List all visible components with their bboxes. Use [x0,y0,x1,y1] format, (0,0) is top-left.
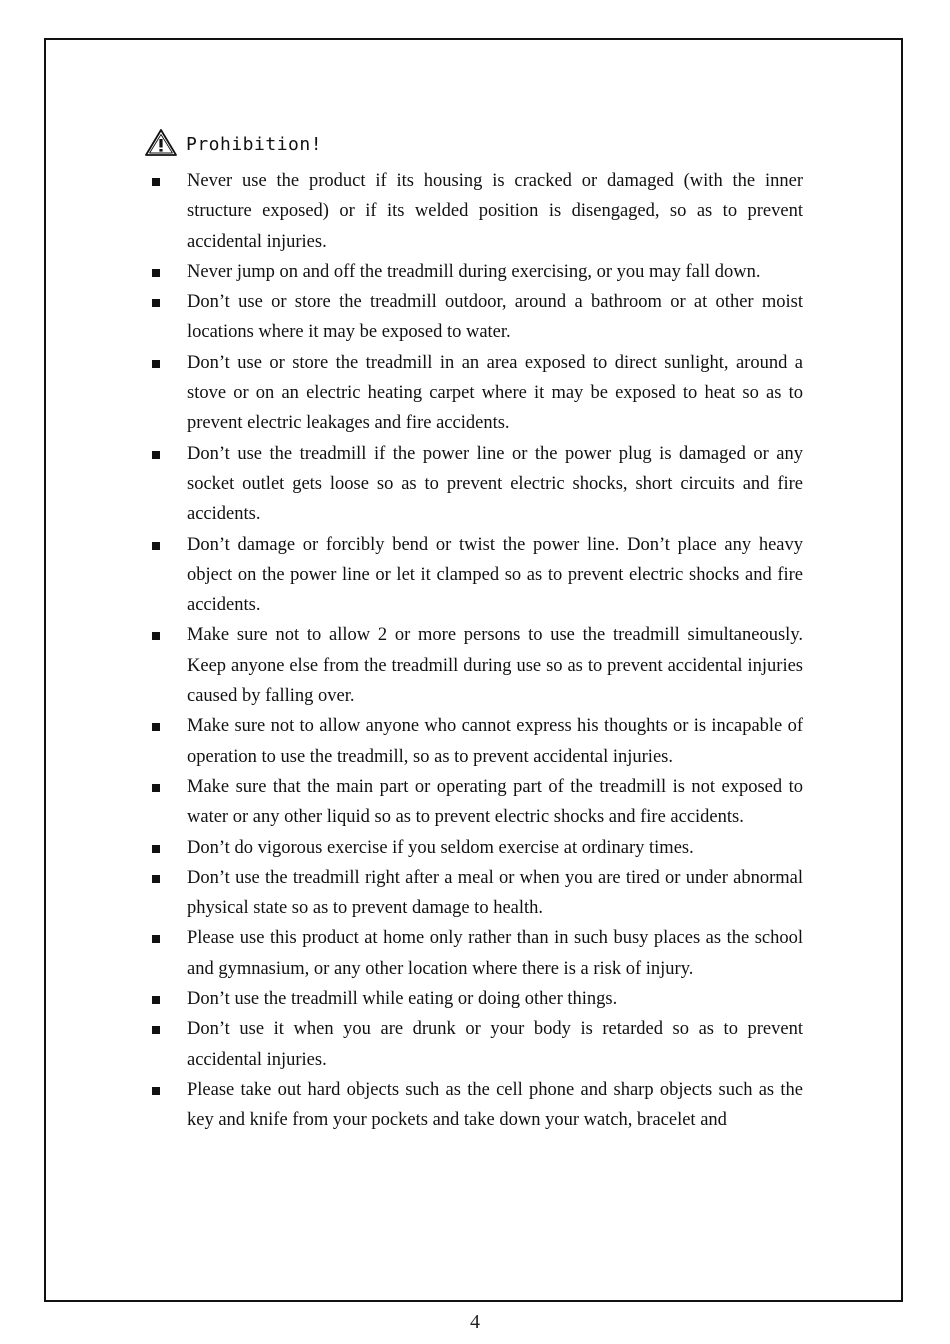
bullet-square-icon [152,360,160,368]
list-item-text: Don’t use the treadmill while eating or doing other things. [187,989,618,1010]
bullet-square-icon [152,996,160,1004]
bullet-square-icon [152,269,160,277]
list-item [0,833,803,863]
list-item [0,772,803,833]
list-item-text: Don’t use the treadmill if the power line or the power plug is damaged or any socket outlet gets loose so as to prevent electric shocks, short circuits and fire accidents. [187,443,803,525]
list-item [0,1075,803,1136]
bullet-square-icon [152,299,160,307]
list-item-text: Please use this product at home only rather than in such busy places as the school and gymnasium, or any other location where there is a risk of injury. [187,928,803,979]
list-item-text: Make sure not to allow 2 or more persons to use the treadmill simultaneously. Keep anyone else from the treadmill during use so as to prevent accidental injuries caused by falling over. [187,625,803,707]
list-item-text: Don’t damage or forcibly bend or twist the power line. Don’t place any heavy object on the power line or let it clamped so as to prevent electric shocks and fire accidents. [187,534,803,616]
list-item [0,287,803,348]
list-item-text: Make sure that the main part or operating part of the treadmill is not exposed to water or any other liquid so as to prevent electric shocks and fire accidents. [187,776,803,828]
list-item [0,348,803,439]
prohibition-list [0,166,950,1136]
list-item-text: Never jump on and off the treadmill during exercising, or you may fall down. [187,261,761,282]
list-item [0,620,803,711]
bullet-square-icon [152,451,160,459]
list-item [0,166,803,257]
list-item [0,439,803,530]
bullet-square-icon [152,784,160,792]
bullet-square-icon [152,178,160,186]
heading-text: Prohibition! [186,133,323,155]
list-item-text: Never use the product if its housing is cracked or damaged (with the inner structure exposed) or if its welded position is disengaged, so as to prevent accidental injuries. [187,171,803,252]
bullet-square-icon [152,542,160,550]
bullet-square-icon [152,1087,160,1095]
bullet-square-icon [152,632,160,640]
list-item-text: Don’t use it when you are drunk or your body is retarded so as to prevent accidental injuries. [187,1019,803,1070]
list-item-text: Don’t use the treadmill right after a meal or when you are tired or under abnormal physical state so as to prevent damage to health. [187,867,803,919]
list-item-text: Don’t use or store the treadmill in an area exposed to direct sunlight, around a stove or on an electric heating carpet where it may be exposed to heat so as to prevent electric leakages and fire accidents. [187,352,803,434]
list-item [0,257,803,287]
list-item [0,711,803,772]
bullet-square-icon [152,723,160,731]
list-item-text: Please take out hard objects such as the cell phone and sharp objects such as the key and knife from your pockets and take down your watch, bracelet and [187,1079,803,1131]
bullet-square-icon [152,845,160,853]
list-item [0,984,803,1014]
bullet-square-icon [152,935,160,943]
list-item-text: Make sure not to allow anyone who cannot express his thoughts or is incapable of operation to use the treadmill, so as to prevent accidental injuries. [187,716,803,767]
bullet-square-icon [152,875,160,883]
warning-triangle-icon [144,128,178,158]
page-number: 4 [470,1311,480,1333]
list-item-text: Don’t use or store the treadmill outdoor, around a bathroom or at other moist locations where it may be exposed to water. [187,292,803,343]
list-item [0,530,803,621]
list-item [0,923,803,984]
list-item [0,1014,803,1075]
prohibition-heading [144,126,322,160]
list-item [0,863,803,924]
list-item-text: Don’t do vigorous exercise if you seldom exercise at ordinary times. [187,837,694,858]
bullet-square-icon [152,1026,160,1034]
